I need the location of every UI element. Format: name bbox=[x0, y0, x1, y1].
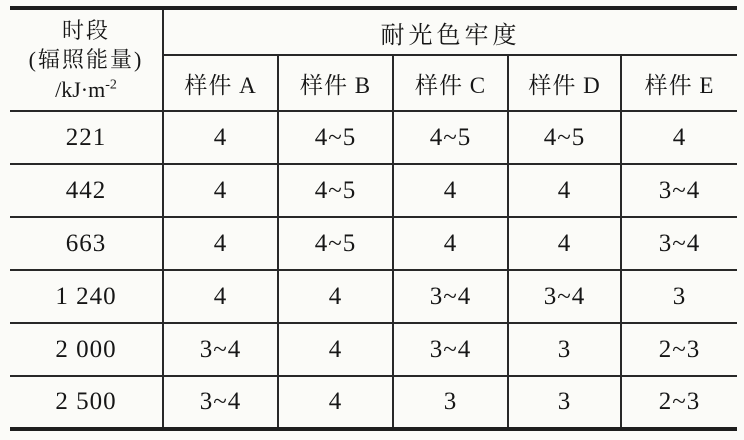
group-header-colorfastness: 耐光色牢度 bbox=[163, 8, 737, 55]
value-cell: 2~3 bbox=[621, 376, 737, 429]
table-row-2500 bbox=[10, 376, 737, 429]
value-cell: 3~4 bbox=[621, 164, 737, 217]
dose-cell: 2 500 bbox=[10, 376, 163, 429]
corner-header-dose bbox=[10, 8, 163, 111]
value-cell: 4~5 bbox=[393, 111, 508, 164]
value-cell: 4 bbox=[393, 164, 508, 217]
dose-cell: 221 bbox=[10, 111, 163, 164]
unit-base: /kJ·m bbox=[55, 76, 106, 102]
value-cell: 4 bbox=[508, 164, 621, 217]
corner-header-line2: (辐照能量) bbox=[28, 47, 144, 73]
corner-header-unit bbox=[10, 75, 162, 104]
col-header-sample-d: 样件 D bbox=[508, 55, 621, 111]
corner-header-line1: 时段 bbox=[61, 18, 110, 44]
table-row-1240 bbox=[10, 270, 737, 323]
value-cell: 4 bbox=[278, 323, 393, 376]
value-cell: 4 bbox=[508, 217, 621, 270]
value-cell: 4 bbox=[163, 111, 278, 164]
value-cell: 2~3 bbox=[621, 323, 737, 376]
dose-cell: 663 bbox=[10, 217, 163, 270]
value-cell: 3 bbox=[508, 376, 621, 429]
table-row-2000 bbox=[10, 323, 737, 376]
value-cell: 3~4 bbox=[163, 376, 278, 429]
value-cell: 4 bbox=[163, 217, 278, 270]
table-row-221 bbox=[10, 111, 737, 164]
value-cell: 4 bbox=[163, 270, 278, 323]
value-cell: 4 bbox=[278, 376, 393, 429]
col-header-sample-b: 样件 B bbox=[278, 55, 393, 111]
value-cell: 3~4 bbox=[393, 323, 508, 376]
value-cell: 4 bbox=[163, 164, 278, 217]
value-cell: 3 bbox=[508, 323, 621, 376]
value-cell: 3 bbox=[393, 376, 508, 429]
value-cell: 3~4 bbox=[508, 270, 621, 323]
table-row-442 bbox=[10, 164, 737, 217]
value-cell: 4~5 bbox=[278, 217, 393, 270]
value-cell: 3~4 bbox=[621, 217, 737, 270]
lightfastness-table bbox=[10, 6, 737, 431]
value-cell: 3~4 bbox=[163, 323, 278, 376]
value-cell: 4~5 bbox=[278, 164, 393, 217]
value-cell: 4~5 bbox=[508, 111, 621, 164]
value-cell: 4 bbox=[621, 111, 737, 164]
col-header-sample-a: 样件 A bbox=[163, 55, 278, 111]
unit-exponent: -2 bbox=[105, 77, 117, 93]
dose-cell: 1 240 bbox=[10, 270, 163, 323]
value-cell: 3~4 bbox=[393, 270, 508, 323]
dose-cell: 2 000 bbox=[10, 323, 163, 376]
value-cell: 3 bbox=[621, 270, 737, 323]
value-cell: 4 bbox=[393, 217, 508, 270]
dose-cell: 442 bbox=[10, 164, 163, 217]
value-cell: 4~5 bbox=[278, 111, 393, 164]
col-header-sample-e: 样件 E bbox=[621, 55, 737, 111]
col-header-sample-c: 样件 C bbox=[393, 55, 508, 111]
group-header-row bbox=[10, 8, 737, 55]
table-row-663 bbox=[10, 217, 737, 270]
value-cell: 4 bbox=[278, 270, 393, 323]
